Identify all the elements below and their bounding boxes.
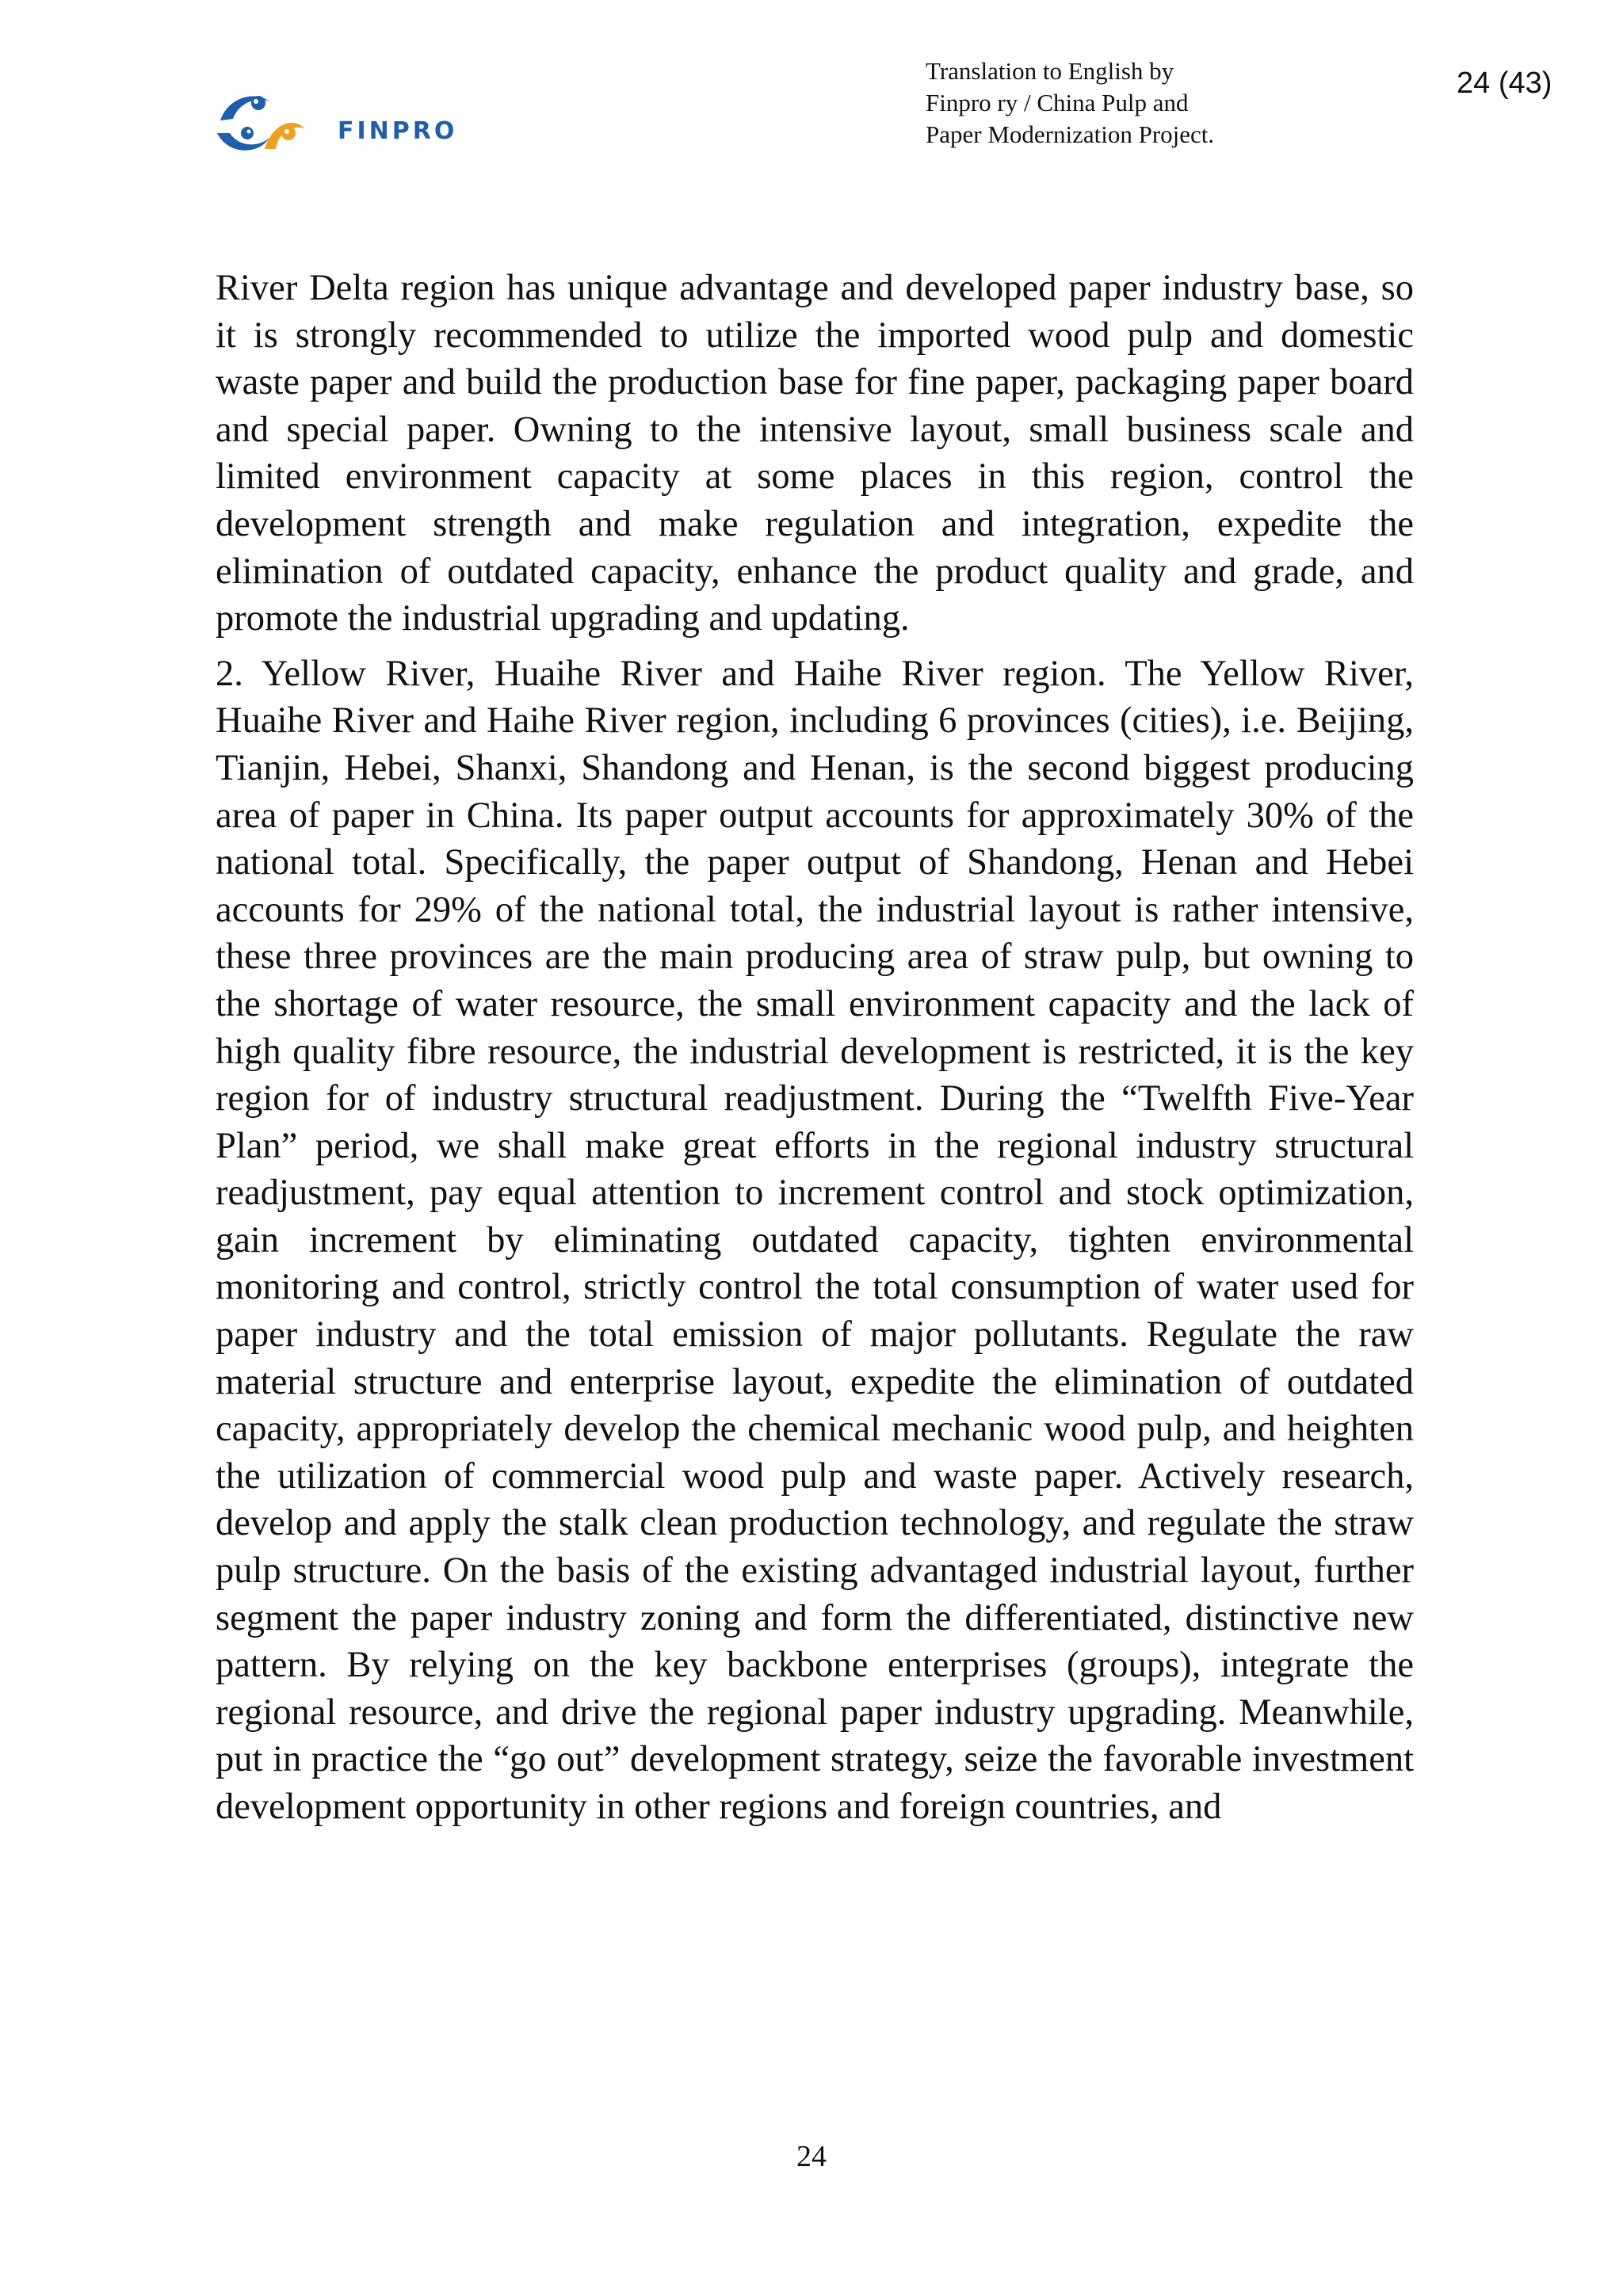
- page-count: 24 (43): [1457, 67, 1552, 100]
- translation-note-line: Translation to English by: [926, 57, 1174, 85]
- page-number: 24: [796, 2140, 827, 2173]
- brand-name: FINPRO: [338, 117, 458, 145]
- paragraph: River Delta region has unique advantage and developed paper industry base, so it is strongly recommended to utilize the imported wood pulp and domestic waste paper and build the production base for fine paper, packaging paper board and special paper. Owning to the intensive layout, small business scale and limited environment capacity at some places in this region, control the development strength and make regulation and integration, expedite the elimination of outdated capacity, enhance the product quality and grade, and promote the industrial upgrading and updating.: [216, 268, 1414, 639]
- finpro-logo: [212, 87, 466, 158]
- translation-note-line: Finpro ry / China Pulp and: [926, 89, 1189, 116]
- finpro-logo-icon: [212, 87, 307, 157]
- translation-note-line: Paper Modernization Project.: [926, 120, 1215, 148]
- paragraph: 2. Yellow River, Huaihe River and Haihe River region. The Yellow River, Huaihe River and Haihe River region, including 6 provinces (cities), i.e. Beijing, Tianjin, Hebei, Shanxi, Shandong and Henan, is the second biggest producing area of paper in China. Its paper output accounts for approximately 30% of the national total. Specifically, the paper output of Shandong, Henan and Hebei accounts for 29% of the national total, the industrial layout is rather intensive, these three provinces are the main producing area of straw pulp, but owning to the shortage of water resource, the small environment capacity and the lack of high quality fibre resource, the industrial development is restricted, it is the key region for of industry structural readjustment. During the “Twelfth Five-Year Plan” period, we shall make great efforts in the regional industry structural readjustment, pay equal attention to increment control and stock optimization, gain increment by eliminating outdated capacity, tighten environmental monitoring and control, strictly control the total consumption of water used for paper industry and the total emission of major pollutants. Regulate the raw material structure and enterprise layout, expedite the elimination of outdated capacity, appropriately develop the chemical mechanic wood pulp, and heighten the utilization of commercial wood pulp and waste paper. Actively research, develop and apply the stalk clean production technology, and regulate the straw pulp structure. On the basis of the existing advantaged industrial layout, further segment the paper industry zoning and form the differentiated, distinctive new pattern. By relying on the key backbone enterprises (groups), integrate the regional resource, and drive the regional paper industry upgrading. Meanwhile, put in practice the “go out” development strategy, seize the favorable investment development opportunity in other regions and foreign countries, and: [216, 653, 1414, 1827]
- document-body: [216, 265, 1414, 1839]
- translation-note: [926, 55, 1306, 151]
